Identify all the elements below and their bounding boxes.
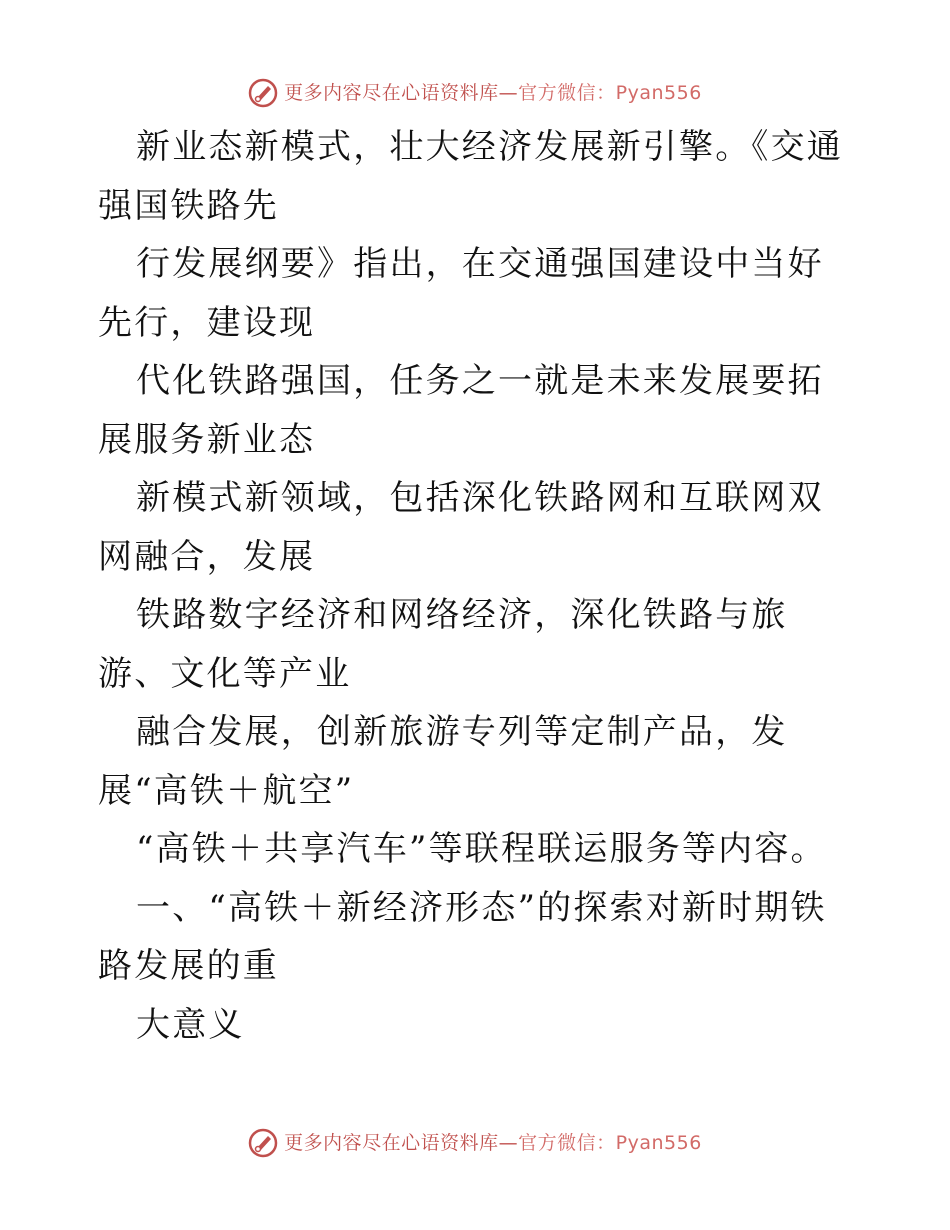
header-site-name: 更多内容尽在心语资料库— bbox=[284, 82, 519, 104]
paragraph-9: 大意义 bbox=[136, 1004, 245, 1045]
paragraph-5: 铁路数字经济和网络经济，深化铁路与旅游、文化等产业 bbox=[98, 595, 788, 694]
seal-logo-icon bbox=[248, 78, 278, 108]
paragraph-4: 新模式新领域，包括深化铁路网和互联网双网融合，发展 bbox=[98, 478, 824, 577]
footer-wechat: 官方微信：Pyan556 bbox=[518, 1132, 702, 1154]
paragraph-2: 行发展纲要》指出，在交通强国建设中当好先行，建设现 bbox=[98, 244, 824, 343]
header-text bbox=[284, 81, 702, 105]
paragraph-6: 融合发展，创新旅游专列等定制产品，发展“高铁＋航空” bbox=[98, 712, 788, 811]
footer-banner bbox=[0, 1128, 950, 1158]
paragraph-7: “高铁＋共享汽车”等联程联运服务等内容。 bbox=[136, 829, 827, 869]
header-wechat: 官方微信：Pyan556 bbox=[518, 82, 702, 104]
paragraph-3: 代化铁路强国，任务之一就是未来发展要拓展服务新业态 bbox=[98, 361, 824, 460]
paragraph-1: 新业态新模式，壮大经济发展新引擎。《交通强国铁路先 bbox=[98, 127, 843, 226]
seal-logo-icon bbox=[248, 1128, 278, 1158]
footer-text bbox=[284, 1131, 702, 1155]
footer-site-name: 更多内容尽在心语资料库— bbox=[284, 1132, 519, 1154]
paragraph-8: 一、“高铁＋新经济形态”的探索对新时期铁路发展的重 bbox=[98, 887, 827, 986]
document-body bbox=[98, 118, 858, 1054]
header-banner bbox=[0, 78, 950, 108]
